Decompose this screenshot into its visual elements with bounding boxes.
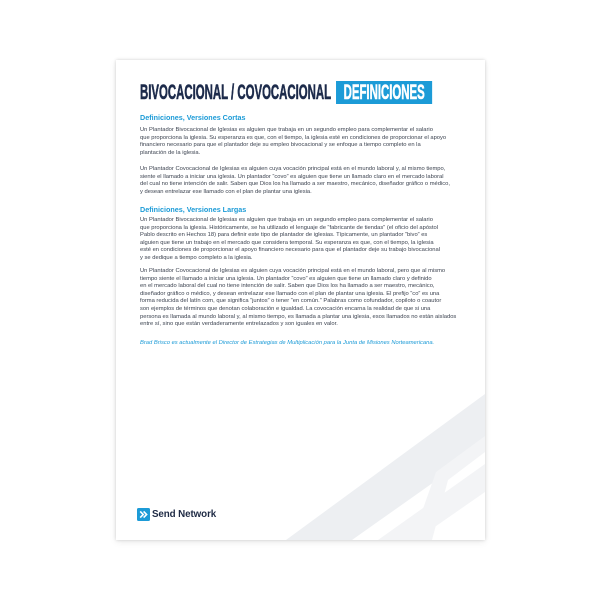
paragraph-short-covocational bbox=[140, 166, 470, 196]
paragraph-line: del cual no tiene intención de salir. Saben que Dios los ha llamado a ser maestro, mecánico, diseñador gráfico o médico, bbox=[140, 181, 450, 188]
paragraph-long-bivocational bbox=[140, 217, 470, 263]
paragraph-line: y se dedique a tiempo completo a la iglesia. bbox=[140, 254, 253, 261]
paragraph-line: financiero necesario para que el plantador deje su empleo bivocacional y se enfoque a tiempo completo en la bbox=[140, 142, 421, 149]
paragraph-line: siente el llamado a iniciar una iglesia. Un plantador “covo” es alguien que tiene un llamado claro en el mercado laboral bbox=[140, 173, 444, 180]
paragraph-line: tiempo siente el llamado a iniciar una iglesia. Un plantador “covo” es alguien que tiene un llamado claro y definido bbox=[140, 275, 432, 282]
paragraph-line: y desean entrelazar ese llamado con el plan de plantar una iglesia. bbox=[140, 188, 312, 195]
paragraph-line: entre sí, sino que están verdaderamente entrelazados y son iguales en valor. bbox=[140, 321, 338, 328]
document-page bbox=[116, 60, 485, 540]
paragraph-line: Pablo descrito en Hechos 18) para definir este tipo de plantador de iglesias. Típicamente, un plantador “bivo” es bbox=[140, 232, 428, 239]
paragraph-line: Un Plantador Bivocacional de Iglesias es alguien que trabaja en un segundo empleo para complementar el salario bbox=[140, 127, 433, 133]
paragraph-long-covocational bbox=[140, 268, 470, 329]
paragraph-line: plantación de la iglesia. bbox=[140, 149, 201, 156]
paragraph-line: Un Plantador Covocacional de Iglesias es alguien cuya vocación principal está en el mundo laboral y, al mismo tiempo, bbox=[140, 166, 446, 172]
paragraph-line: que proporciona la iglesia. Su esperanza es que, con el tiempo, la iglesia esté en condiciones de proporcionar el apoyo bbox=[140, 134, 447, 141]
paragraph-line: diseñador gráfico o médico, y desean entrelazar ese llamado con el plan de plantar una iglesia. El prefijo “co” es una bbox=[140, 290, 440, 297]
paragraph-line: Un Plantador Bivocacional de Iglesias es alguien que trabaja en un segundo empleo para complementar el salario bbox=[140, 217, 433, 223]
paragraph-line: esté en condiciones de proporcionar el apoyo financiero necesario para que el plantador deje su trabajo bivocacional bbox=[140, 247, 441, 254]
paragraph-line: son ejemplos de términos que denotan colaboración e igualdad. La covocación encarna la realidad de que si una bbox=[140, 305, 431, 312]
send-network-logo bbox=[137, 508, 216, 521]
document-title bbox=[140, 81, 432, 104]
paragraph-line: en el mercado laboral del cual no tiene intención de salir. Saben que Dios los ha llamado a ser maestro, mecánico, bbox=[140, 283, 435, 290]
title-main-text: BIVOCACIONAL / COVOCACIONAL bbox=[140, 81, 332, 104]
paragraph-line: Un Plantador Covocacional de Iglesias es alguien cuya vocación principal está en el mundo laboral, pero que al mismo bbox=[140, 268, 446, 274]
author-note: Brad Brisco es actualmente el Director de Estrategias de Multiplicación para la Junta de Misiones Norteamericana. bbox=[140, 340, 435, 346]
section-heading-short-versions: Definiciones, Versiones Cortas bbox=[140, 112, 246, 122]
title-highlight-badge: DEFINICIONES bbox=[336, 81, 432, 104]
brand-name: Send Network bbox=[152, 509, 217, 520]
paragraph-line: que proporciona la iglesia. Históricamente, se ha utilizado el lenguaje de “fabricante de tiendas” (el oficio del apóstol bbox=[140, 224, 439, 231]
send-network-logo-icon bbox=[137, 508, 150, 521]
paragraph-line: alguien que tiene un trabajo en el mercado que considera temporal. Su esperanza es que, con el tiempo, la iglesia bbox=[140, 239, 434, 246]
paragraph-line: forma reducida del latín com, que significa “juntos” o tener “en común.” Palabras como cofundador, copiloto o coautor bbox=[140, 298, 442, 305]
paragraph-short-bivocational bbox=[140, 127, 470, 157]
paragraph-line: persona es llamada al mundo laboral y, al mismo tiempo, es llamada a plantar una iglesia, esos llamados no están aislados bbox=[140, 313, 457, 320]
section-heading-long-versions: Definiciones, Versiones Largas bbox=[140, 205, 247, 214]
